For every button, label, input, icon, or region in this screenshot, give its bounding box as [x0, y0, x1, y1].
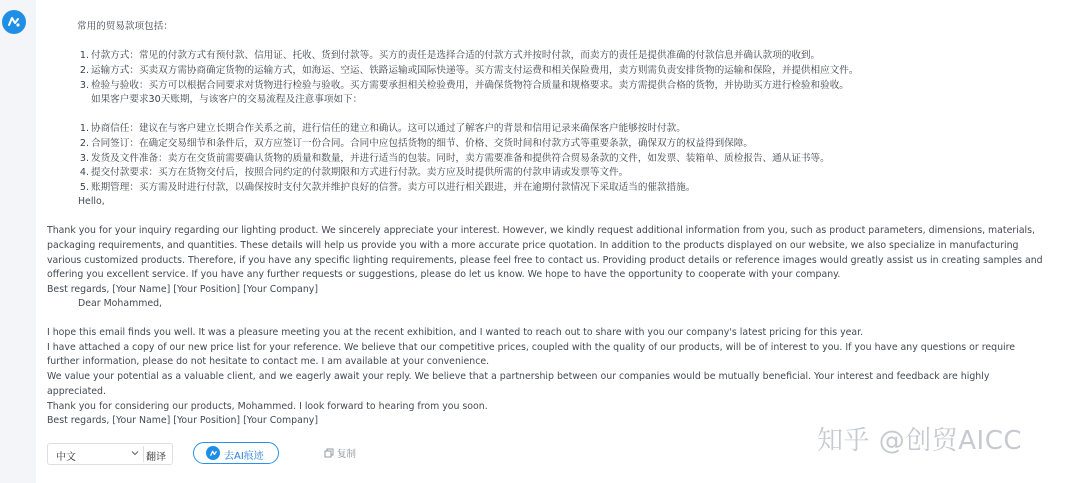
greeting-hello: Hello, — [78, 196, 105, 207]
list-item: 1. 付款方式：常见的付款方式有预付款、信用证、托收、货到付款等。买方的责任是选择合适的付款方式并按时付款，而卖方的责任是提供准确的付款信息并确认款项的收到。 — [79, 50, 821, 61]
divider — [143, 446, 144, 462]
email-line: offering you excellent service. If you have any further requests or suggestions, please do let us know. We hope to have the opportunity to cooperate with your company. — [47, 269, 841, 280]
copy-icon — [324, 448, 334, 458]
list-item: 4. 提交付款要求：买方在货物交付后，按照合同约定的付款期限和方式进行付款。卖方应及时提供所需的付款申请或发票等文件。 — [79, 167, 629, 178]
list-item: 3. 检验与验收：买方可以根据合同要求对货物进行检验与验收。买方需要承担相关检验费用，并确保货物符合质量和规格要求。卖方需提供合格的货物，并协助买方进行检验和验收。 — [79, 80, 849, 91]
remove-ai-trace-button[interactable] — [193, 442, 279, 464]
signature-line: Best regards, [Your Name] [Your Position] [Your Company] — [47, 284, 318, 295]
email-line: various customized products. Therefore, if you have any specific lighting requirements, please feel free to contact us. Providing product details or reference images would greatly assist us in creating samples and — [47, 255, 1043, 266]
chevron-down-icon — [130, 448, 140, 458]
list-item: 2. 合同签订：在确定交易细节和条件后，双方应签订一份合同。合同中应包括货物的细节、价格、交货时间和付款方式等重要条款，确保双方的权益得到保障。 — [79, 138, 753, 149]
copy-label: 复制 — [337, 449, 357, 460]
email-line: We value your potential as a valuable client, and we eagerly await your reply. We believe that a partnership between our companies would be mutually beneficial. Your interest and feedback are highly — [47, 371, 990, 382]
email-line: Thank you for your inquiry regarding our lighting product. We sincerely appreciate your interest. However, we kindly request additional information from you, such as product parameters, dimensions, materials, — [47, 225, 1036, 236]
email-line: further information, please do not hesitate to contact me. I am available at your convenience. — [47, 356, 490, 367]
remove-ai-trace-label: 去AI痕迹 — [224, 451, 264, 462]
greeting-dear: Dear Mohammed, — [78, 298, 163, 309]
list-item: 2. 运输方式：买卖双方需协商确定货物的运输方式，如海运、空运、铁路运输或国际快递等。买方需支付运费和相关保险费用，卖方则需负责安排货物的运输和保险，并提供相应文件。 — [79, 65, 859, 76]
email-line: I hope this email finds you well. It was a pleasure meeting you at the recent exhibition, and I wanted to reach out to share with you our company's latest pricing for this year. — [47, 327, 864, 338]
list-item: 5. 账期管理：买方需及时进行付款，以确保按时支付欠款并维护良好的信誉。卖方可以进行相关跟进，并在逾期付款情况下采取适当的催款措施。 — [79, 182, 696, 193]
watermark: 知乎 @创贸AICC — [817, 426, 1023, 456]
ai-logo-icon — [206, 446, 220, 460]
translate-button[interactable]: 翻译 — [146, 452, 166, 463]
email-line: Thank you for considering our products, Mohammed. I look forward to hearing from you soon. — [47, 401, 488, 412]
reply-intro-2: 如果客户要求30天账期，与该客户的交易流程及注意事项如下： — [91, 94, 363, 105]
list-item: 1. 协商信任：建议在与客户建立长期合作关系之前，进行信任的建立和确认。这可以通过了解客户的背景和信用记录来确保客户能够按时付款。 — [79, 123, 686, 134]
chat-logo-icon — [2, 10, 26, 34]
signature-line: Best regards, [Your Name] [Your Position] [Your Company] — [47, 415, 318, 426]
list-item: 3. 发货及文件准备：卖方在交货前需要确认货物的质量和数量，并进行适当的包装。同时，卖方需要准备和提供符合贸易条款的文件，如发票、装箱单、质检报告、通从证书等。 — [79, 153, 830, 164]
copy-button[interactable] — [324, 446, 356, 460]
reply-intro: 常用的贸易款项包括： — [77, 21, 173, 32]
email-line: packaging requirements, and quantities. These details will help us provide you with a more accurate price quotation. In addition to the products displayed on our website, we also specialize in manufacturing — [47, 240, 1019, 251]
language-select[interactable] — [47, 443, 173, 465]
email-line: I have attached a copy of our new price list for your reference. We believe that our competitive prices, coupled with the quality of our products, will be of interest to you. If you have any questions or require — [47, 342, 1016, 353]
email-line: appreciated. — [47, 386, 106, 397]
language-value: 中文 — [56, 452, 76, 463]
